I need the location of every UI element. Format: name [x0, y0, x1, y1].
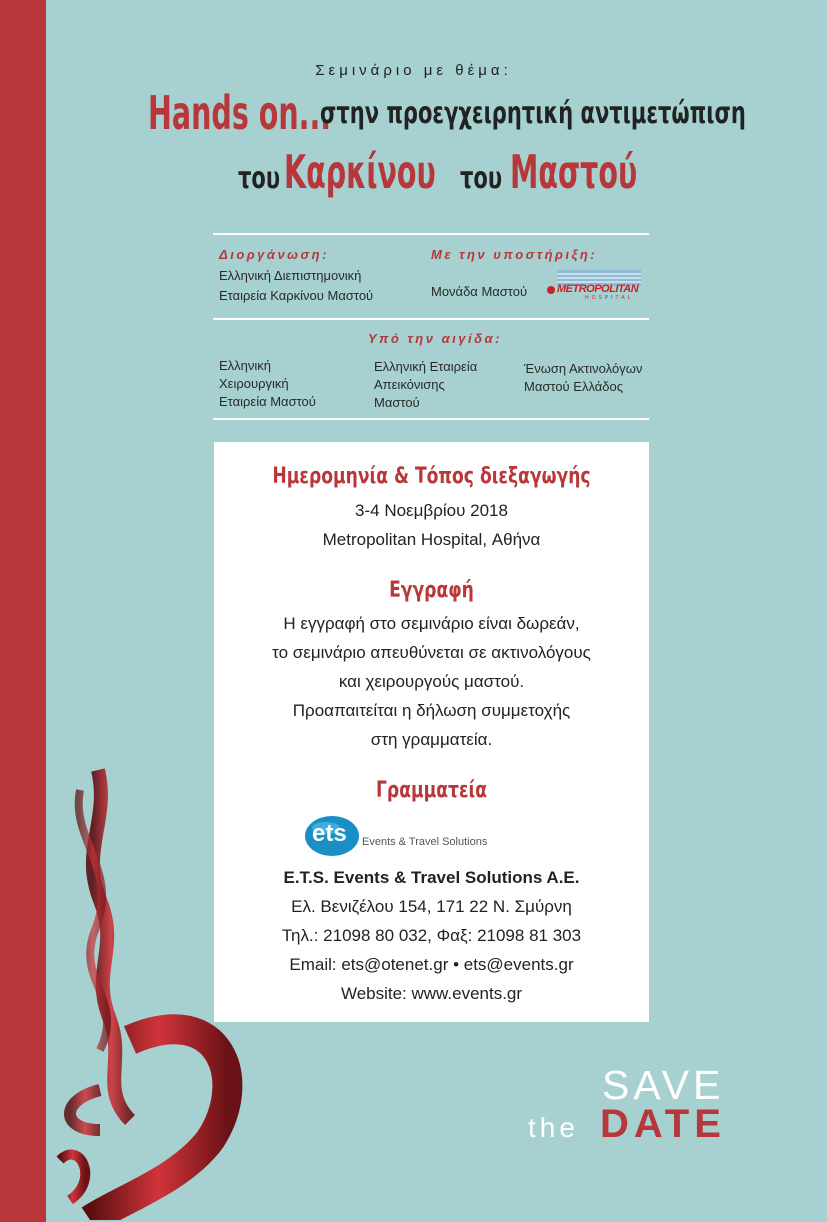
ets-logo: [304, 814, 564, 858]
auspices-heading: Υπό την αιγίδα:: [368, 331, 502, 346]
event-venue: Metropolitan Hospital, Αθήνα: [322, 530, 541, 549]
ets-logo-tagline: Events & Travel Solutions: [362, 836, 488, 848]
organizer-line-2: Εταιρεία Καρκίνου Μαστού: [219, 288, 374, 303]
divider-2: [213, 318, 649, 320]
company-phone: Τηλ.: 21098 80 032, Φαξ: 21098 81 303: [281, 926, 582, 945]
registration-line-3: και χειρουργούς μαστού.: [338, 672, 525, 691]
auspice-1-line-1: Ελληνική: [219, 358, 272, 373]
company-address: Ελ. Βενιζέλου 154, 171 22 Ν. Σμύρνη: [291, 897, 572, 916]
auspice-1: [219, 357, 316, 411]
the-text: the: [528, 1112, 579, 1143]
title-cancer: Καρκίνου: [284, 145, 436, 199]
metropolitan-logo-sub: HOSPITAL: [585, 295, 634, 301]
company-website[interactable]: Website: www.events.gr: [340, 984, 523, 1003]
title-line-1: [148, 86, 748, 140]
title-tou-2: του: [460, 161, 503, 196]
title-breast: Μαστού: [510, 145, 638, 199]
auspice-3-line-2: Μαστού Ελλάδος: [524, 379, 623, 394]
date-heading: Ημερομηνία & Τόπος διεξαγωγής: [272, 464, 591, 489]
auspice-2: [374, 358, 477, 412]
company-email[interactable]: Email: ets@otenet.gr • ets@events.gr: [289, 955, 574, 974]
registration-line-5: στη γραμματεία.: [370, 730, 493, 749]
auspice-1-line-3: Εταιρεία Μαστού: [219, 394, 316, 409]
auspice-2-line-1: Ελληνική Εταιρεία: [374, 359, 478, 374]
auspice-2-line-3: Μαστού: [374, 395, 420, 410]
auspice-2-line-2: Απεικόνισης: [374, 377, 445, 392]
auspice-1-line-2: Χειρουργική: [219, 376, 289, 391]
support-text: Μονάδα Μαστού: [431, 284, 528, 299]
title-preop: στην προεγχειρητική αντιμετώπιση: [320, 96, 746, 131]
registration-heading: Εγγραφή: [389, 578, 474, 603]
secretariat-heading: Γραμματεία: [375, 778, 488, 803]
event-date: 3-4 Νοεμβρίου 2018: [355, 501, 508, 520]
support-heading: Με την υποστήριξη:: [431, 247, 598, 262]
registration-line-1: Η εγγραφή στο σεμινάριο είναι δωρεάν,: [283, 614, 580, 633]
divider-1: [213, 233, 649, 235]
organizer-heading: Διοργάνωση:: [219, 247, 329, 262]
organizer-line-1: Ελληνική Διεπιστημονική: [219, 268, 362, 283]
metropolitan-logo: [545, 268, 645, 300]
ribbon-sculpture-image: [40, 760, 270, 1220]
seminar-subtitle: Σεμινάριο με θέμα:: [315, 62, 512, 79]
title-hands-on: Hands on...: [148, 86, 332, 140]
title-tou-1: του: [238, 161, 281, 196]
company-name: E.T.S. Events & Travel Solutions A.E.: [283, 868, 580, 887]
ets-logo-text: ets: [312, 820, 347, 847]
registration-line-2: το σεμινάριο απευθύνεται σε ακτινολόγους: [272, 643, 591, 662]
save-text: SAVE: [602, 1062, 725, 1108]
divider-3: [213, 418, 649, 420]
auspice-3-line-1: Ένωση Ακτινολόγων: [524, 361, 643, 376]
registration-line-4: Προαπαιτείται η δήλωση συμμετοχής: [292, 701, 571, 720]
metropolitan-logo-text: METROPOLITAN: [557, 283, 639, 295]
date-text: DATE: [600, 1102, 726, 1146]
auspice-3: [524, 360, 642, 396]
details-panel: [214, 442, 649, 1022]
